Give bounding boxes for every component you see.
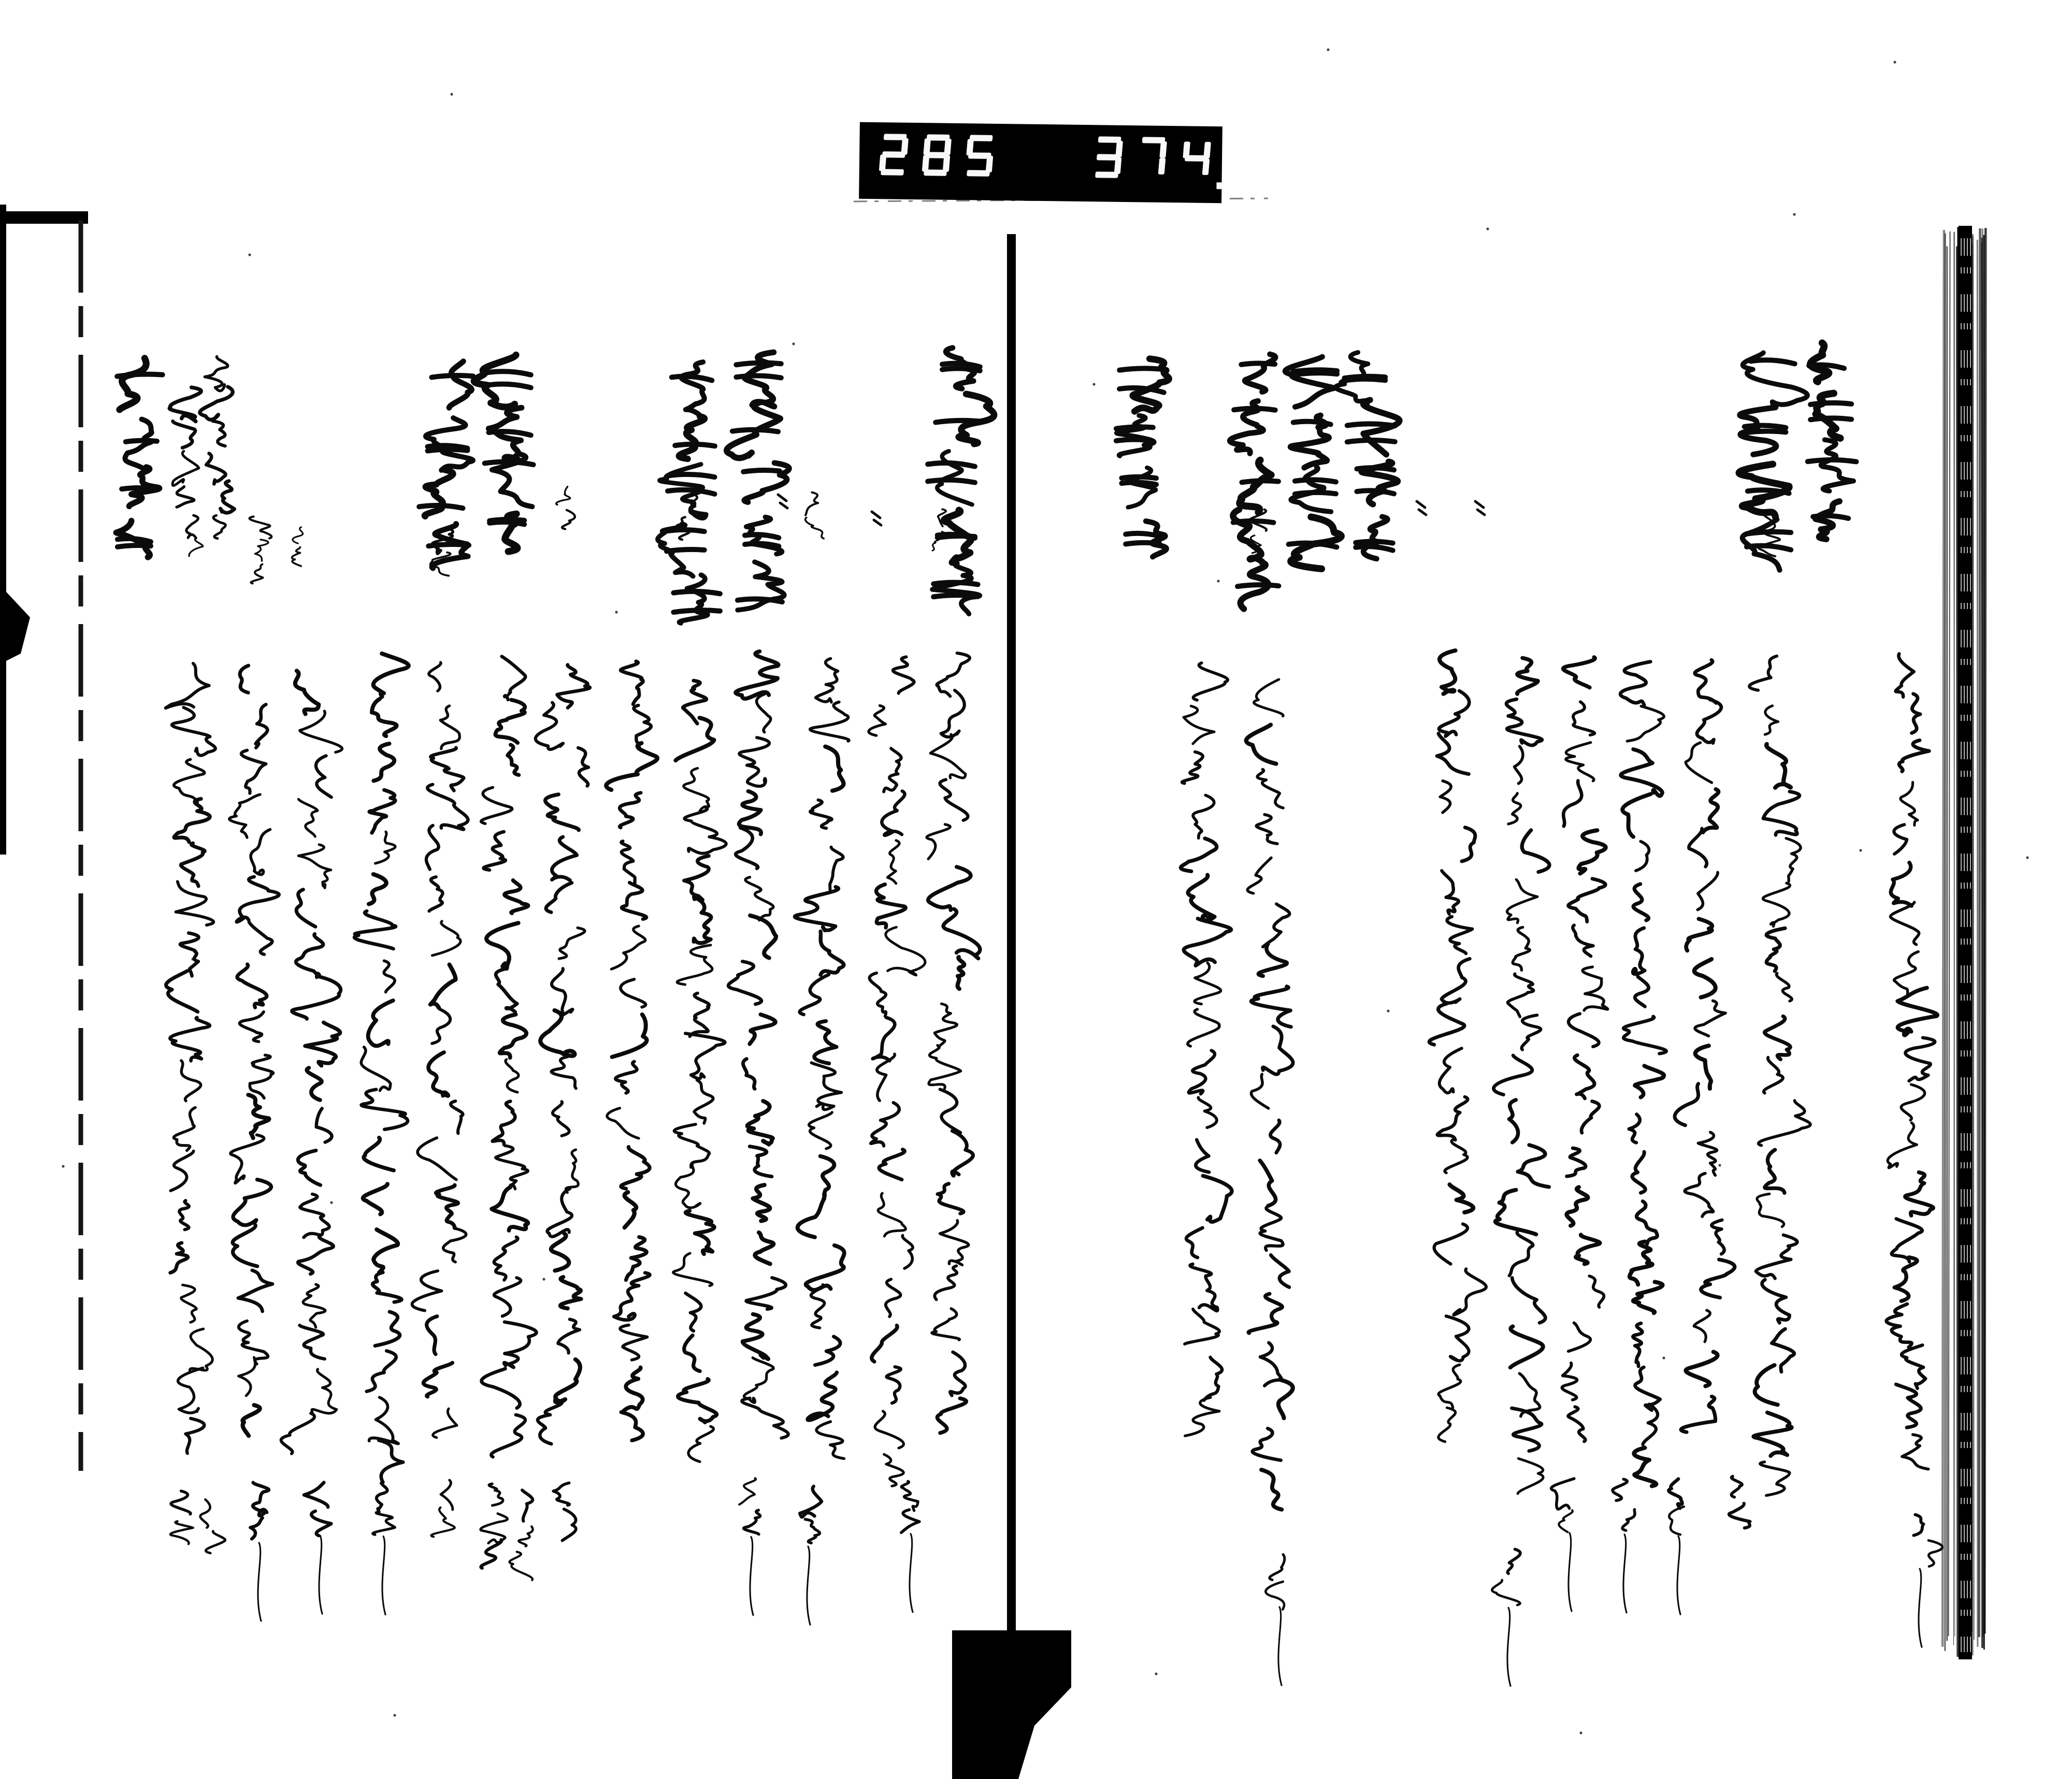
seven-seg-digit: [1095, 136, 1124, 178]
seven-seg-digit: [1140, 137, 1168, 175]
frame-edge-left-strip: [0, 205, 6, 855]
counter-dot: [1216, 182, 1222, 189]
seven-seg-digit: [922, 134, 952, 176]
seven-seg-digit: [1182, 141, 1211, 175]
frame-counter-digits: [859, 122, 1222, 204]
seven-seg-digit: [965, 135, 995, 177]
frame-edge-top-left: [0, 211, 88, 224]
seven-seg-digit: [879, 134, 909, 176]
frame-counter: [859, 122, 1222, 204]
book-gutter-line: [1007, 234, 1016, 1632]
